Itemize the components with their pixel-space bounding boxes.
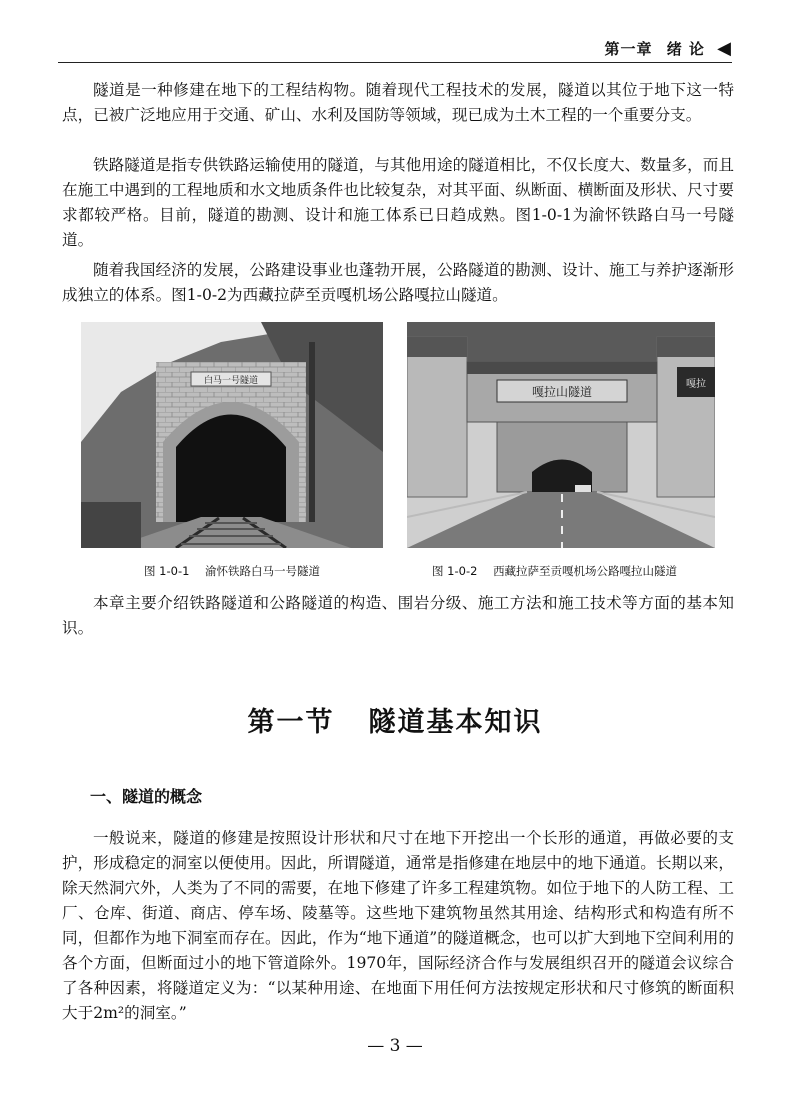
paragraph-railway-tunnel: 铁路隧道是指专供铁路运输使用的隧道，与其他用途的隧道相比，不仅长度大、数量多，而且在施工中遇到的工程地质和水文地质条件也比较复杂，对其平面、纵断面、横断面及形状、尺寸要求都较严格。目前，隧道的勘测、设计和施工体系已日趋成熟。图1-0-1为渝怀铁路白马一号隧道。 [62, 156, 734, 249]
arrow-left-icon: ◀ [717, 38, 732, 59]
paragraph-highway-tunnel: 随着我国经济的发展，公路建设事业也蓬勃开展，公路隧道的勘测、设计、施工与养护逐渐形成独立的体系。图1-0-2为西藏拉萨至贡嘎机场公路嘎拉山隧道。 [62, 261, 734, 304]
side-sign-text: 嘎拉 [686, 379, 706, 390]
portal-plaque-railway: 白马一号隧道 [203, 376, 259, 386]
chapter-title: 绪 论 [666, 40, 705, 58]
page-number: — 3 — [367, 1036, 423, 1056]
section-number: 第一节 [247, 707, 335, 738]
figure-caption-text-1: 渝怀铁路白马一号隧道 [205, 564, 321, 578]
figure-caption-1 [144, 563, 320, 579]
figure-highway-tunnel-photo [407, 322, 715, 548]
paragraph-tunnel-definition: 一般说来，隧道的修建是按照设计形状和尺寸在地下开挖出一个长形的通道，再做必要的支护，形成稳定的洞室以便使用。因此，所谓隧道，通常是指修建在地层中的地下通道。长期以来，除天然洞穴外，人类为了不同的需要，在地下修建了许多工程建筑物。如位于地下的人防工程、工厂、仓库、街道、商店、停车场、陵墓等。这些地下建筑物虽然其用途、结构形式和构造有所不同，但都作为地下洞室而存在。因此，作为“地下通道”的隧道概念，也可以扩大到地下空间利用的各个方面，但断面过小的地下管道除外。1970年，国际经济合作与发展组织召开的隧道会议综合了各种因素，将隧道定义为：“以某种用途、在地面下用任何方法按规定形状和尺寸修筑的断面积大于2m²的洞室。” [62, 829, 734, 1022]
subheading-tunnel-concept: 一、隧道的概念 [90, 787, 203, 806]
chapter-number: 第一章 [604, 40, 653, 58]
section-title [0, 700, 790, 739]
running-header [604, 38, 732, 59]
section-name: 隧道基本知识 [368, 707, 543, 738]
figure-railway-tunnel-photo [81, 322, 383, 548]
figure-caption-text-2: 西藏拉萨至贡嘎机场公路嘎拉山隧道 [493, 564, 678, 578]
header-rule [58, 62, 732, 63]
figure-caption-2 [432, 563, 677, 579]
paragraph-tunnel-intro: 隧道是一种修建在地下的工程结构物。随着现代工程技术的发展，隧道以其位于地下这一特点，已被广泛地应用于交通、矿山、水利及国防等领域，现已成为土木工程的一个重要分支。 [62, 81, 734, 124]
paragraph-chapter-summary: 本章主要介绍铁路隧道和公路隧道的构造、围岩分级、施工方法和施工技术等方面的基本知识。 [62, 594, 734, 637]
figure-number-2: 图 1-0-2 [432, 564, 478, 578]
portal-plaque-highway: 嘎拉山隧道 [531, 385, 593, 399]
figure-number-1: 图 1-0-1 [144, 564, 190, 578]
